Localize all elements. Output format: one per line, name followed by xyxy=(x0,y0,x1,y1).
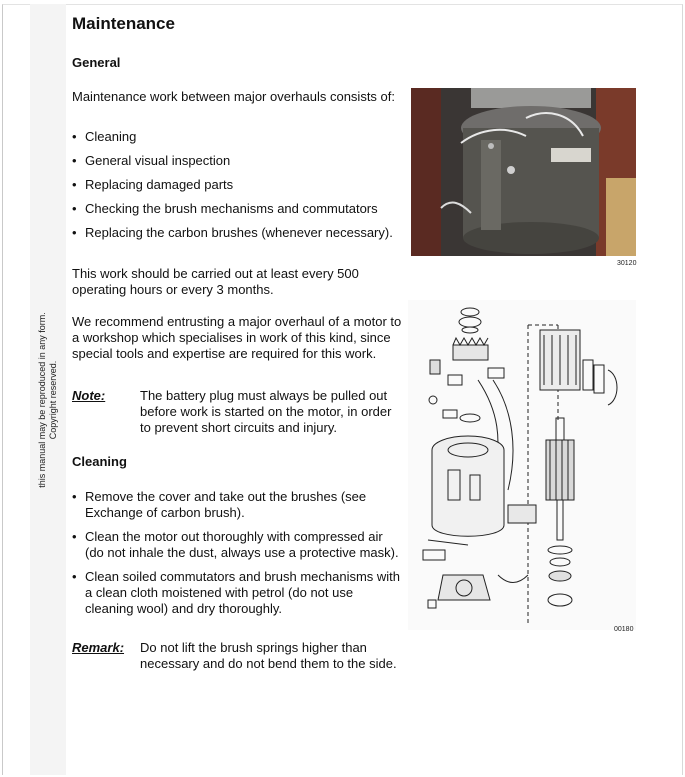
copyright-line-2: Copyright reserved. xyxy=(48,360,58,440)
list-item: • Clean soiled commutators and brush mechanisms with a clean cloth moistened with petrol (do not use cleaning wool) and dry thoroughly. xyxy=(72,569,402,617)
list-item: • Remove the cover and take out the brushes (see Exchange of carbon brush). xyxy=(72,489,402,521)
cleaning-list xyxy=(72,489,402,625)
exploded-motor-diagram xyxy=(408,300,636,630)
list-item: • Replacing the carbon brushes (whenever necessary). xyxy=(72,225,402,241)
note-label: Note: xyxy=(72,388,106,403)
photo-figure-id: 30120 xyxy=(617,260,637,267)
list-item: • Cleaning xyxy=(72,129,402,145)
general-heading: General xyxy=(72,55,121,70)
remark-text: Do not lift the brush springs higher than necessary and do not bend them to the side. xyxy=(140,640,397,671)
remark-label: Remark: xyxy=(72,640,125,655)
remark-block xyxy=(72,640,402,672)
list-item: • Checking the brush mechanisms and commutators xyxy=(72,201,402,217)
note-text: The battery plug must always be pulled out before work is started on the motor, in order to prevent short circuits and injury. xyxy=(140,388,392,435)
interval-paragraph: This work should be carried out at least every 500 operating hours or every 3 months. xyxy=(72,266,359,297)
list-item: • General visual inspection xyxy=(72,153,402,169)
list-item: • Replacing damaged parts xyxy=(72,177,402,193)
cleaning-heading: Cleaning xyxy=(72,454,127,469)
page-title: Maintenance xyxy=(72,14,175,33)
list-item: • Clean the motor out thoroughly with compressed air (do not inhale the dust, always use a protective mask). xyxy=(72,529,402,561)
copyright-line-1: this manual may be reproduced in any form. xyxy=(37,312,47,488)
diagram-figure-id: 00180 xyxy=(614,626,634,633)
note-block xyxy=(72,388,402,436)
general-list xyxy=(72,129,402,249)
general-intro: Maintenance work between major overhauls consists of: xyxy=(72,89,395,104)
recommend-paragraph: We recommend entrusting a major overhaul of a motor to a workshop which specialises in work of this kind, since special tools and expertise are required for this work. xyxy=(72,314,402,361)
copyright-note xyxy=(37,312,59,488)
motor-photo xyxy=(411,88,636,256)
